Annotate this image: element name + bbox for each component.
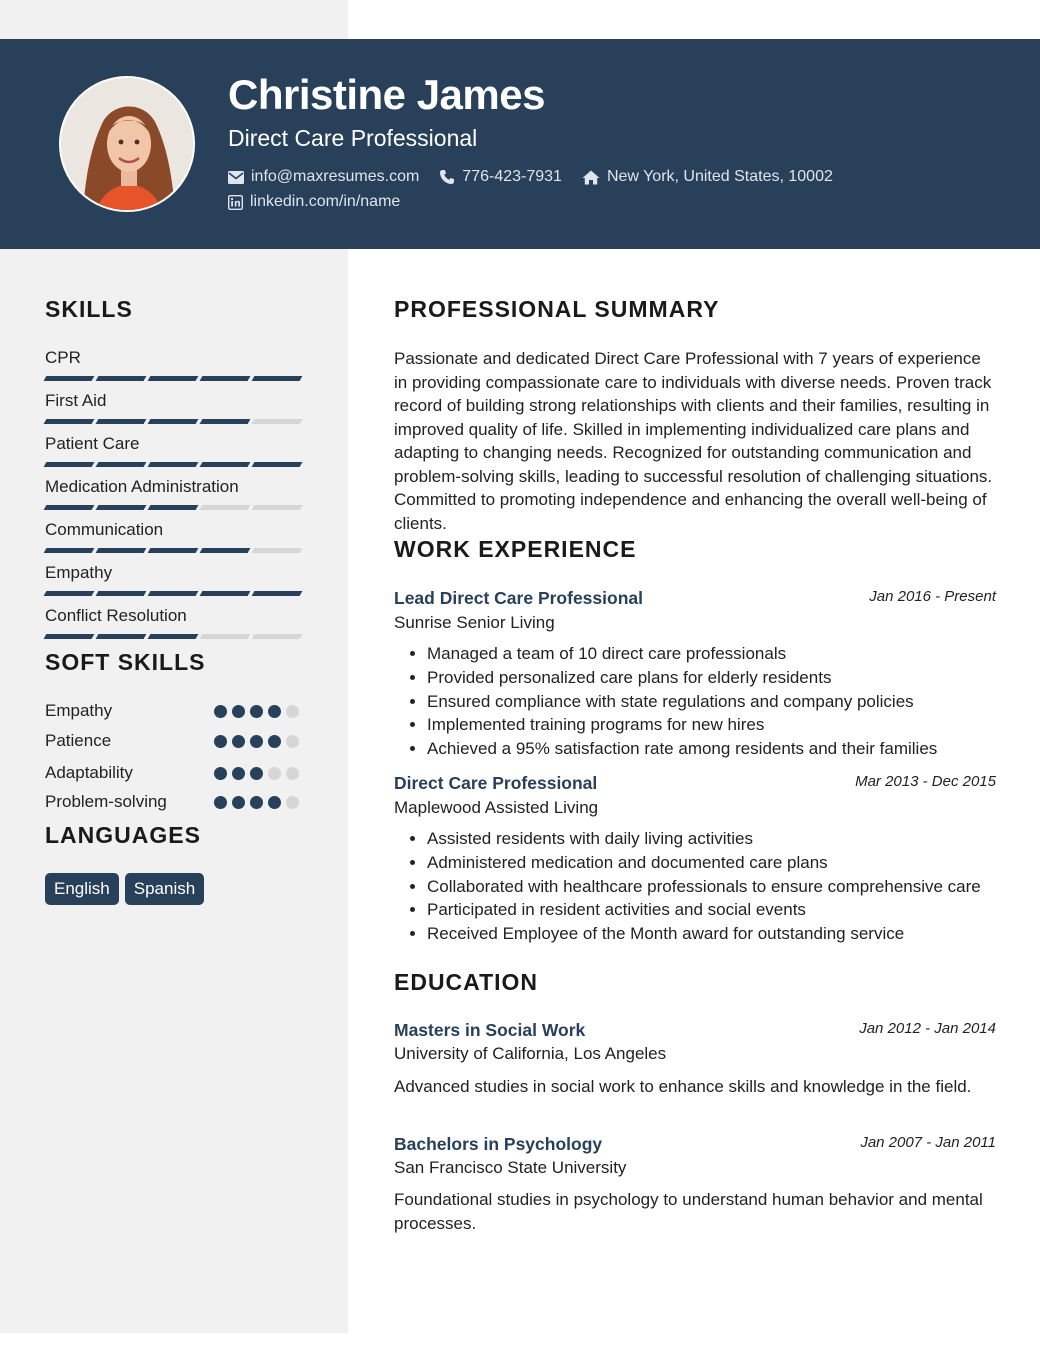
skill-name: Medication Administration xyxy=(45,477,239,496)
school-name: San Francisco State University xyxy=(394,1158,627,1177)
rating-segment xyxy=(96,548,147,553)
skill-rating-bar xyxy=(45,591,305,596)
contact-location xyxy=(582,168,833,186)
rating-segment xyxy=(252,462,303,467)
company-name: Maplewood Assisted Living xyxy=(394,798,599,817)
rating-segment xyxy=(148,376,199,381)
skill-name: First Aid xyxy=(45,391,107,410)
rating-segment xyxy=(44,419,95,424)
rating-dot xyxy=(268,735,281,748)
job-header xyxy=(394,588,996,610)
rating-dot xyxy=(268,705,281,718)
rating-dot xyxy=(232,767,245,780)
rating-segment xyxy=(252,548,303,553)
education-date: Jan 2007 - Jan 2011 xyxy=(860,1134,996,1151)
skills-heading: SKILLS xyxy=(45,296,133,322)
rating-segment xyxy=(44,634,95,639)
skill-item xyxy=(45,520,305,563)
contact-email[interactable] xyxy=(228,168,419,186)
skill-name: Patient Care xyxy=(45,434,140,453)
rating-segment xyxy=(200,634,251,639)
rating-segment xyxy=(200,419,251,424)
skill-rating-bar xyxy=(45,634,305,639)
skill-item xyxy=(45,477,305,520)
rating-segment xyxy=(44,505,95,510)
job-date: Jan 2016 - Present xyxy=(869,588,996,605)
rating-segment xyxy=(252,419,303,424)
soft-skill-item xyxy=(45,701,305,725)
rating-segment xyxy=(200,591,251,596)
candidate-title: Direct Care Professional xyxy=(228,125,478,151)
rating-dot xyxy=(250,735,263,748)
skill-item xyxy=(45,606,305,649)
profile-photo xyxy=(59,76,195,212)
rating-segment xyxy=(96,505,147,510)
experience-heading: WORK EXPERIENCE xyxy=(394,536,637,562)
job-date: Mar 2013 - Dec 2015 xyxy=(855,773,996,790)
candidate-name: Christine James xyxy=(228,71,545,118)
soft-skill-rating-dots xyxy=(214,705,299,718)
contact-linkedin[interactable] xyxy=(228,193,400,211)
rating-segment xyxy=(96,419,147,424)
rating-dot xyxy=(268,796,281,809)
skill-name: Conflict Resolution xyxy=(45,606,187,625)
rating-dot xyxy=(268,767,281,780)
home-icon xyxy=(582,170,600,185)
rating-dot xyxy=(286,796,299,809)
rating-segment xyxy=(148,591,199,596)
skill-item xyxy=(45,434,305,477)
languages-list xyxy=(45,873,204,905)
resume-header xyxy=(0,39,1040,249)
rating-segment xyxy=(148,419,199,424)
skill-rating-bar xyxy=(45,419,305,424)
skill-rating-bar xyxy=(45,505,305,510)
rating-dot xyxy=(214,705,227,718)
skill-name: Empathy xyxy=(45,563,113,582)
language-chip: Spanish xyxy=(125,873,204,905)
soft-skill-name: Empathy xyxy=(45,701,113,720)
skill-item xyxy=(45,348,305,391)
job-title: Direct Care Professional xyxy=(394,773,598,793)
rating-segment xyxy=(252,634,303,639)
rating-segment xyxy=(44,591,95,596)
bullet-item: • Implemented training programs for new hires xyxy=(427,713,996,737)
rating-segment xyxy=(44,376,95,381)
soft-skill-rating-dots xyxy=(214,735,299,748)
rating-segment xyxy=(200,548,251,553)
job-bullets xyxy=(394,827,996,946)
contact-row xyxy=(228,168,853,186)
soft-skill-name: Problem-solving xyxy=(45,792,167,811)
bullet-item: • Achieved a 95% satisfaction rate among residents and their families xyxy=(427,737,996,761)
bullet-item: • Collaborated with healthcare professionals to ensure comprehensive care xyxy=(427,875,996,899)
rating-dot xyxy=(286,767,299,780)
bullet-item: • Assisted residents with daily living activities xyxy=(427,827,996,851)
degree-title: Bachelors in Psychology xyxy=(394,1134,603,1154)
rating-dot xyxy=(250,767,263,780)
bullet-item: • Managed a team of 10 direct care professionals xyxy=(427,642,996,666)
bullet-item: • Participated in resident activities and social events xyxy=(427,898,996,922)
rating-dot xyxy=(232,796,245,809)
rating-dot xyxy=(286,705,299,718)
skill-name: CPR xyxy=(45,348,81,367)
bullet-item: • Provided personalized care plans for elderly residents xyxy=(427,666,996,690)
skill-rating-bar xyxy=(45,462,305,467)
skill-rating-bar xyxy=(45,548,305,553)
soft-skills-heading: SOFT SKILLS xyxy=(45,649,206,675)
rating-segment xyxy=(96,462,147,467)
rating-segment xyxy=(44,548,95,553)
soft-skill-item xyxy=(45,763,305,787)
envelope-icon xyxy=(228,171,244,184)
rating-dot xyxy=(232,735,245,748)
contact-row-2 xyxy=(228,193,420,211)
contact-phone[interactable] xyxy=(439,168,562,186)
skill-rating-bar xyxy=(45,376,305,381)
soft-skill-rating-dots xyxy=(214,796,299,809)
bullet-item: • Administered medication and documented care plans xyxy=(427,851,996,875)
rating-dot xyxy=(286,735,299,748)
job-title: Lead Direct Care Professional xyxy=(394,588,643,608)
rating-dot xyxy=(214,735,227,748)
rating-segment xyxy=(252,591,303,596)
soft-skill-rating-dots xyxy=(214,767,299,780)
rating-segment xyxy=(96,634,147,639)
degree-title: Masters in Social Work xyxy=(394,1020,586,1040)
rating-dot xyxy=(250,796,263,809)
phone-text: 776-423-7931 xyxy=(462,168,562,185)
skill-name: Communication xyxy=(45,520,164,539)
rating-segment xyxy=(200,505,251,510)
rating-segment xyxy=(200,376,251,381)
bullet-item: • Ensured compliance with state regulations and company policies xyxy=(427,690,996,714)
school-name: University of California, Los Angeles xyxy=(394,1044,667,1063)
company-name: Sunrise Senior Living xyxy=(394,613,555,632)
rating-segment xyxy=(148,462,199,467)
rating-dot xyxy=(214,796,227,809)
education-description: Advanced studies in social work to enhance skills and knowledge in the field. xyxy=(394,1077,972,1096)
rating-segment xyxy=(96,591,147,596)
skill-item xyxy=(45,391,305,434)
soft-skill-name: Patience xyxy=(45,731,112,750)
phone-icon xyxy=(439,169,455,185)
skill-item xyxy=(45,563,305,606)
soft-skill-name: Adaptability xyxy=(45,763,133,782)
rating-segment xyxy=(148,634,199,639)
location-text: New York, United States, 10002 xyxy=(606,168,833,185)
summary-text: Passionate and dedicated Direct Care Professional with 7 years of experience in providing compassionate care to individuals with diverse needs. Proven track record of building strong relationships with clients and their families, resulting in improved quality of life. Skilled in implementing individualized care plans and adapting to changing needs. Recognized for outstanding communication and problem-solving skills, leading to successful resolution of challenging situations. Committed to promoting independence and enhancing the overall well-being of clients. xyxy=(394,349,993,533)
rating-segment xyxy=(96,376,147,381)
education-header xyxy=(394,1020,996,1042)
email-text: info@maxresumes.com xyxy=(251,168,420,185)
education-header xyxy=(394,1134,996,1156)
bullet-item: • Received Employee of the Month award for outstanding service xyxy=(427,922,996,946)
education-heading: EDUCATION xyxy=(394,969,539,995)
languages-heading: LANGUAGES xyxy=(45,822,201,848)
language-chip: English xyxy=(45,873,119,905)
skills-list xyxy=(45,348,305,649)
rating-dot xyxy=(250,705,263,718)
job-bullets xyxy=(394,642,996,761)
soft-skill-item xyxy=(45,731,305,755)
rating-dot xyxy=(214,767,227,780)
rating-segment xyxy=(200,462,251,467)
linkedin-text: linkedin.com/in/name xyxy=(250,193,401,210)
education-description: Foundational studies in psychology to understand human behavior and mental processes. xyxy=(394,1190,983,1233)
job-header xyxy=(394,773,996,795)
education-date: Jan 2012 - Jan 2014 xyxy=(859,1020,996,1037)
summary-heading: PROFESSIONAL SUMMARY xyxy=(394,296,720,322)
rating-segment xyxy=(252,376,303,381)
rating-segment xyxy=(252,505,303,510)
rating-segment xyxy=(44,462,95,467)
soft-skills-list xyxy=(45,701,305,821)
soft-skill-item xyxy=(45,792,305,816)
rating-segment xyxy=(148,548,199,553)
rating-segment xyxy=(148,505,199,510)
linkedin-icon xyxy=(228,195,243,210)
rating-dot xyxy=(232,705,245,718)
